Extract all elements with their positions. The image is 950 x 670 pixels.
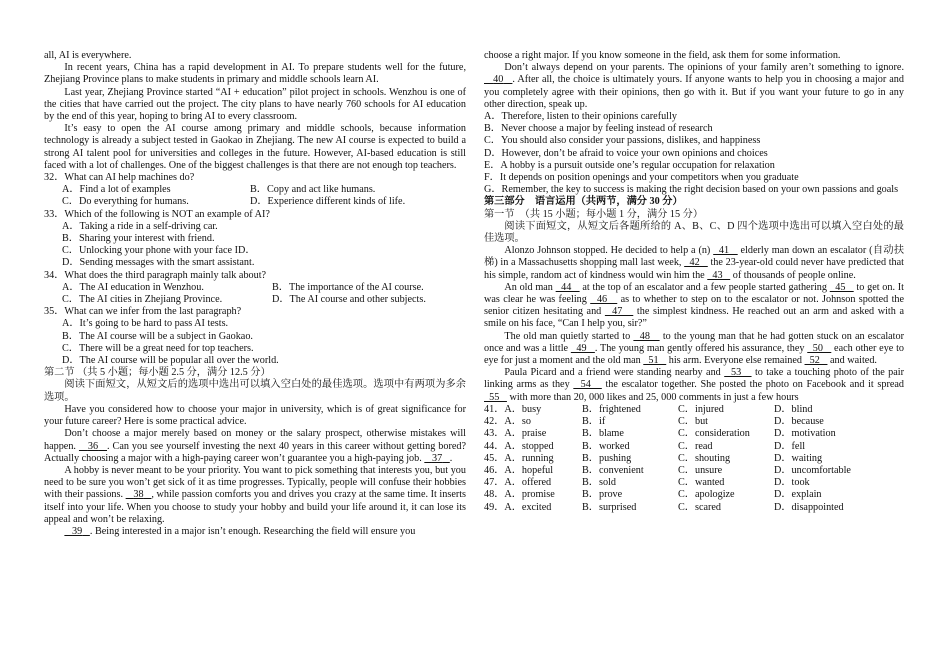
choice-A: A．Therefore, listen to their opinions carefully	[484, 111, 677, 123]
paragraph: A hobby is never meant to be your priority. You want to pick something that interests you, but you need to be sure you won’t get sick of it as time progresses. Typically, people will confuse their hobbies with their passions. 38 , while passion comforts you and drives you crazy at the same time. It inserts itself into your life. When you choose to study your hobby and build your life around it, it can lose its appeal and won’t be relaxing.	[44, 464, 467, 525]
option: D．The AI course will be popular all over the world.	[62, 355, 279, 367]
answer-option: C．wanted	[678, 477, 725, 489]
blank-43: 43	[707, 269, 731, 281]
paragraph: Don’t always depend on your parents. The opinions of your family aren’t something to ignore. 40 . After all, the choice is ultimately yours. If anyone wants to help you in choosing a major and you completely agree with their opinions, then go with it. But if you want your future to go in any other direction, speak up.	[484, 62, 904, 110]
paragraph: Don’t choose a major merely based on money or the salary prospect, otherwise mistakes will happen. 36 . Can you see yourself investing the next 40 years in this career without getting bored? Actually choosing a major with a high-paying career won’t guarantee you a high-paying job. 37 .	[44, 428, 467, 464]
blank-36: 36	[87, 440, 99, 452]
options-row	[44, 294, 466, 306]
paragraph: It’s easy to open the AI course among primary and middle schools, because information technology is already a subject tested in Gaokao in Zhejiang. The new AI course is expected to build a strong AI talent pool for universities and colleges in the future. However, AI-based education is still faced with a lot of challenges. One of the biggest challenges is that there are not enough top teachers.	[44, 123, 466, 171]
paragraph: all, AI is everywhere.	[44, 50, 132, 61]
answer-option: D．motivation	[774, 428, 836, 440]
option: C．Unlocking your phone with your face ID．	[62, 245, 256, 257]
option: C．Do everything for humans.	[62, 196, 189, 208]
answer-option: D．disappointed	[774, 501, 844, 513]
cloze-paragraph: An old man 44 at the top of an escalator and a few people started gathering 45 to get on. It was clear he was feeling 46 as to whether to step on to the escalator or not. Johnson spotted the senior citizen hesitating and 47 the simplest kindness. He reached out an arm and asked with a smile on his face, “Can I help you, sir?”	[484, 281, 905, 330]
option: B．Copy and act like humans.	[250, 184, 376, 196]
left-column	[44, 50, 466, 538]
answer-option: 47．A．offered	[484, 477, 552, 489]
blank-45: 45	[829, 281, 854, 293]
answer-option: B．convenient	[582, 464, 644, 476]
paragraph: Last year, Zhejiang Province started “AI + education” pilot project in schools. Wenzhou is one of the cities that have carried out the project. The city plans to have nearly 760 schools for AI education by the end of this year, hoping to bring AI to every classroom.	[44, 86, 466, 123]
paragraph: choose a right major. If you know someone in the field, ask them for some information.	[484, 50, 841, 61]
answer-option: 46．A．hopeful	[484, 464, 554, 476]
question-34: 34．What does the third paragraph mainly talk about?	[44, 269, 267, 281]
answer-option: C．shouting	[678, 452, 731, 464]
blank-38: 38	[133, 489, 144, 501]
question-32: 32．What can AI help machines do?	[44, 172, 195, 184]
options-row	[44, 282, 466, 294]
answer-option: D．because	[774, 416, 824, 428]
part-heading: 第三部分 语言运用（共两节，满分 30 分）	[484, 196, 683, 208]
answer-option: 45．A．running	[484, 452, 554, 464]
answer-option: C．apologize	[678, 489, 735, 501]
blank-51: 51	[643, 355, 667, 367]
blank-41: 41	[713, 245, 738, 257]
cloze-paragraph: Paula Picard and a friend were standing nearby and 53 to take a touching photo of the pair linking arms as they 54 the escalator together. She posted the photo on Facebook and it spread 55 with more than 20, 000 likes and 25, 000 comments in just a few hours	[484, 367, 904, 403]
answer-option: 49．A．excited	[484, 501, 552, 513]
option: A．Find a lot of examples	[62, 184, 171, 196]
answer-option: 48．A．promise	[484, 489, 555, 501]
blank-50: 50	[807, 342, 832, 354]
choice-F: F．It depends on position openings and your competitors when you graduate	[484, 172, 799, 184]
answer-option: B．sold	[582, 477, 616, 489]
answer-option: B．frightened	[582, 403, 641, 415]
options-row	[44, 196, 466, 208]
blank-49: 49	[570, 342, 595, 354]
blank-39: 39	[72, 525, 83, 537]
answer-option: B．surprised	[582, 501, 637, 513]
cloze-passage	[484, 245, 904, 404]
answer-option: B．worked	[582, 440, 630, 452]
choice-D: D．However, don’t be afraid to voice your own opinions and choices	[484, 147, 768, 159]
blank-52: 52	[804, 355, 828, 367]
option: B．Sharing your interest with friend.	[62, 233, 215, 245]
answer-option: 42．A．so	[484, 416, 531, 428]
option: C．There will be a great need for top teachers.	[62, 342, 254, 354]
option: D．The AI course and other subjects.	[272, 294, 426, 306]
options-row	[44, 184, 466, 196]
answer-option: C．consideration	[678, 428, 750, 440]
answer-option: B．blame	[582, 428, 624, 440]
answer-option: D．took	[774, 477, 810, 489]
option: D．Experience different kinds of life.	[250, 196, 406, 208]
option: D．Sending messages with the smart assistant.	[62, 257, 255, 269]
answer-option: C．injured	[678, 403, 724, 415]
blank-53: 53	[724, 367, 752, 379]
blank-42: 42	[684, 257, 708, 269]
instructions: 阅读下面短文，从短文后各题所给的 A、B、C、D 四个选项中选出可以填入空白处的最佳选项。	[484, 220, 904, 245]
answer-option: 41．A．busy	[484, 403, 542, 415]
instructions: 阅读下面短文，从短文后的选项中选出可以填入空白处的最佳选项。选项中有两项为多余选项。	[44, 379, 466, 403]
option: B．The importance of the AI course.	[272, 281, 424, 293]
answer-option: B．pushing	[582, 452, 632, 464]
option: B．The AI course will be a subject in Gaokao.	[62, 330, 253, 342]
answer-option: D．fell	[774, 440, 806, 452]
answer-option: B．prove	[582, 489, 623, 501]
section-heading: 第二节 （共 5 小题；每小题 2.5 分，满分 12.5 分）	[44, 367, 271, 379]
choice-B: B．Never choose a major by feeling instead of research	[484, 123, 713, 135]
question-33: 33．Which of the following is NOT an example of AI?	[44, 208, 270, 220]
option: C．The AI cities in Zhejiang Province.	[62, 294, 223, 306]
option: A．The AI education in Wenzhou.	[62, 281, 204, 293]
question-35: 35．What can we infer from the last paragraph?	[44, 306, 242, 318]
answer-option: 44．A．stopped	[484, 440, 554, 452]
answer-option: D．blind	[774, 403, 813, 415]
choice-E: E．A hobby is a pursuit outside one’s regular occupation for relaxation	[484, 159, 775, 171]
cloze-paragraph: The old man quietly started to 48 to the young man that he had gotten stuck on an escalator once and was a little 49 . The young man gently offered his assurance, they 50 each other eye to eye for just a moment and the old man 51 his arm. Everyone else remained 52 and waited.	[484, 330, 905, 367]
answer-option: C．scared	[678, 501, 721, 513]
section-heading: 第一节 （共 15 小题；每小题 1 分，满分 15 分）	[484, 208, 704, 220]
answer-option: D．uncomfortable	[774, 464, 851, 476]
blank-47: 47	[604, 306, 634, 318]
answer-option: 43．A．praise	[484, 428, 547, 440]
right-column	[484, 50, 904, 514]
blank-48: 48	[633, 330, 660, 342]
paragraph: 39 . Being interested in a major isn’t enough. Researching the field will ensure you	[44, 526, 466, 538]
cloze-paragraph: Alonzo Johnson stopped. He decided to help a (n) 41 elderly man down an escalator (自动扶梯) in a Massachusetts shopping mall last week, 42 the 23-year-old could never have predicted that his simple, random act of kindness would win him the 43 of thousands of people online.	[484, 245, 905, 281]
paragraph: In recent years, China has a rapid development in AI. To prepare students well for the future, Zhejiang Province plans to make students in primary and middle schools learn AI.	[44, 62, 466, 86]
answer-option: C．but	[678, 416, 709, 428]
blank-44: 44	[555, 281, 580, 293]
answer-option: C．unsure	[678, 464, 723, 476]
choice-G: G．Remember, the key to success is making the right decision based on your own passions and goals	[484, 184, 899, 196]
blank-54: 54	[573, 379, 602, 391]
blank-55: 55	[484, 391, 507, 403]
answer-option: C．read	[678, 440, 713, 452]
answer-option: B．if	[582, 416, 606, 428]
answer-options	[484, 404, 904, 514]
blank-46: 46	[590, 294, 618, 306]
blank-37: 37	[431, 452, 443, 464]
choice-C: C．You should also consider your passions, dislikes, and happiness	[484, 135, 761, 147]
paragraph: Have you considered how to choose your major in university, which is of great significance for your future career? Here is some practical advice.	[44, 403, 466, 428]
option: A．It’s going to be hard to pass AI tests.	[62, 318, 229, 330]
answer-option: D．waiting	[774, 452, 823, 464]
blank-40: 40	[493, 74, 504, 86]
option: A．Taking a ride in a self-driving car.	[62, 220, 218, 232]
answer-option: D．explain	[774, 489, 822, 501]
